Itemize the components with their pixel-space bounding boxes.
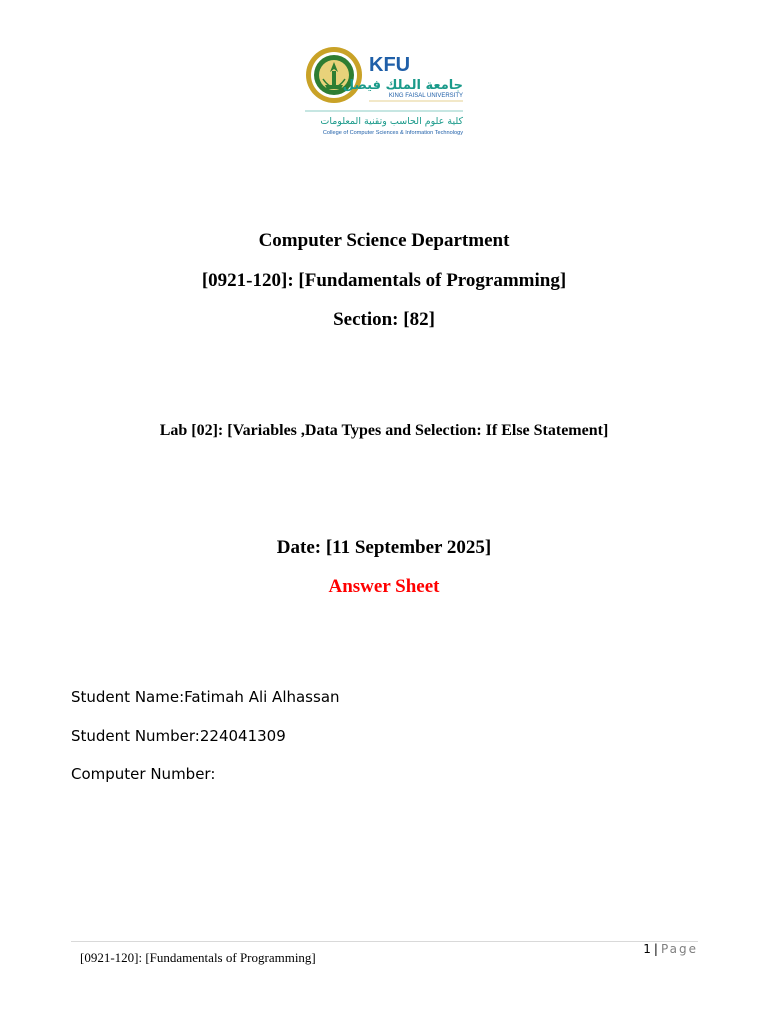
kfu-abbr: KFU (369, 54, 411, 76)
page-number (643, 942, 698, 956)
section-title: Section: [82] (333, 309, 435, 330)
department-title: Computer Science Department (258, 230, 510, 251)
lab-title: Lab [02]: [Variables ,Data Types and Selection: If Else Statement] (159, 422, 609, 439)
computer-number-line: Computer Number: (71, 765, 216, 783)
footer-divider (71, 941, 698, 942)
college-english-name: College of Computer Sciences & Information Technology (322, 130, 463, 136)
answer-sheet-heading: Answer Sheet (328, 576, 440, 597)
page-number-separator: | (653, 942, 658, 956)
college-arabic-name: كلية علوم الحاسب وتقنية المعلومات (320, 116, 463, 127)
kfu-arabic-name: جامعة الملك فيصل (342, 78, 463, 93)
kfu-emblem-icon (306, 47, 362, 103)
page-word: Page (660, 942, 698, 956)
student-number-line: Student Number:224041309 (71, 727, 286, 745)
footer-course: [0921-120]: [Fundamentals of Programming] (80, 950, 316, 965)
kfu-logo (305, 45, 465, 137)
page-number-value: 1 (643, 942, 651, 956)
kfu-english-name: KING FAISAL UNIVERSITY (388, 93, 463, 99)
date-line: Date: [11 September 2025] (276, 537, 492, 558)
student-name-line: Student Name:Fatimah Ali Alhassan (71, 688, 340, 706)
course-title: [0921-120]: [Fundamentals of Programming] (201, 270, 567, 291)
